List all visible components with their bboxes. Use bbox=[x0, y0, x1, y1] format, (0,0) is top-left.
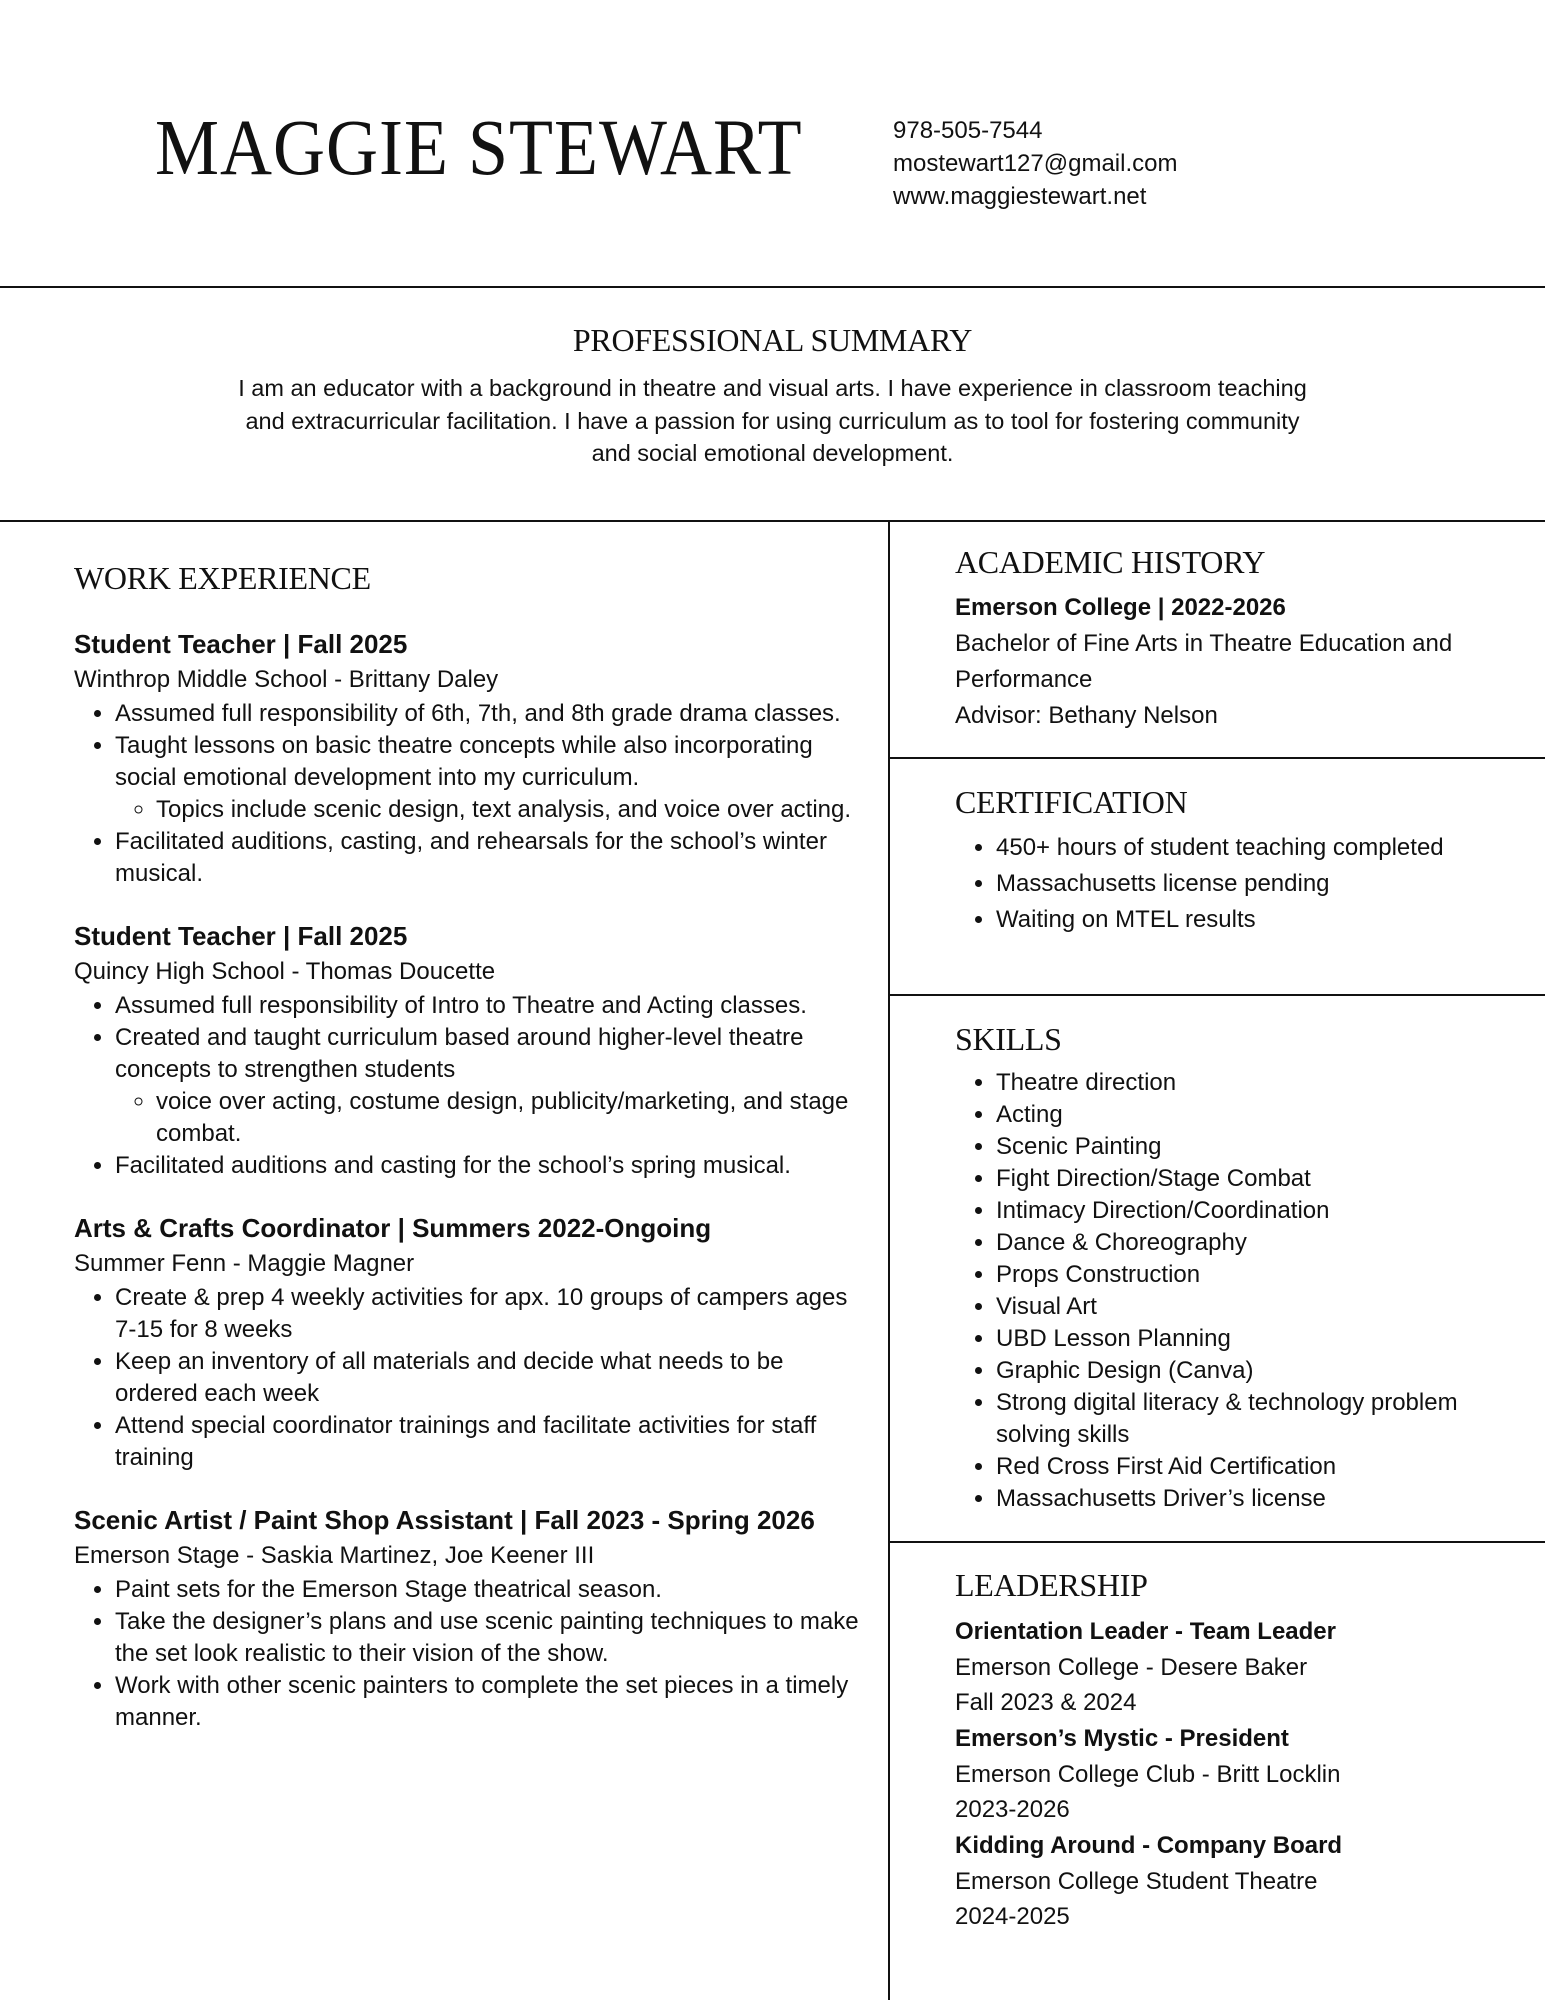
job-entry bbox=[74, 626, 864, 890]
advisor: Advisor: Bethany Nelson bbox=[955, 702, 1218, 730]
list-item: • Create & prep 4 weekly activities for apx. 10 groups of campers ages 7-15 for 8 weeks bbox=[115, 1282, 864, 1346]
contact-info bbox=[893, 114, 1177, 213]
job-entry bbox=[74, 1210, 864, 1474]
leadership-org: Emerson College Club - Britt Locklin bbox=[955, 1761, 1341, 1789]
summary-text: I am an educator with a background in theatre and visual arts. I have experience in classroom teaching and extracurricular facilitation. I have a passion for using curriculum as to tool for fostering community and social emotional development. bbox=[238, 375, 1307, 467]
job-bullets bbox=[74, 698, 864, 890]
list-item: • Theatre direction bbox=[996, 1067, 1525, 1099]
skills-heading: SKILLS bbox=[955, 1021, 1062, 1057]
work-experience bbox=[74, 561, 864, 1762]
list-item-text: Taught lessons on basic theatre concepts while also incorporating social emotional development into my curriculum. bbox=[115, 732, 813, 792]
job-bullets bbox=[74, 1282, 864, 1474]
job-title: Arts & Crafts Coordinator | Summers 2022-Ongoing bbox=[74, 1213, 712, 1244]
list-item: • Visual Art bbox=[996, 1291, 1525, 1323]
job-organization: Winthrop Middle School - Brittany Daley bbox=[74, 666, 499, 694]
list-item: • Acting bbox=[996, 1099, 1525, 1131]
list-item: • UBD Lesson Planning bbox=[996, 1323, 1525, 1355]
leadership-role: Orientation Leader - Team Leader bbox=[955, 1618, 1336, 1646]
certification-heading: CERTIFICATION bbox=[955, 784, 1188, 820]
list-item: • Work with other scenic painters to complete the set pieces in a timely manner. bbox=[115, 1670, 864, 1734]
job-entry bbox=[74, 1502, 864, 1734]
list-item: • Assumed full responsibility of 6th, 7th, and 8th grade drama classes. bbox=[115, 698, 864, 730]
list-item: • Assumed full responsibility of Intro to Theatre and Acting classes. bbox=[115, 990, 864, 1022]
list-item: • Paint sets for the Emerson Stage theatrical season. bbox=[115, 1574, 864, 1606]
sub-bullets bbox=[115, 1086, 864, 1150]
leadership-dates: 2024-2025 bbox=[955, 1903, 1070, 1931]
list-item: • Massachusetts license pending bbox=[996, 866, 1525, 902]
leadership-dates: 2023-2026 bbox=[955, 1796, 1070, 1824]
leadership-heading: LEADERSHIP bbox=[955, 1567, 1148, 1603]
list-item: • Facilitated auditions and casting for the school’s spring musical. bbox=[115, 1150, 864, 1182]
skills bbox=[955, 1022, 1525, 1515]
leadership-role: Kidding Around - Company Board bbox=[955, 1832, 1343, 1860]
academic-heading: ACADEMIC HISTORY bbox=[955, 544, 1266, 580]
leadership-org: Emerson College - Desere Baker bbox=[955, 1654, 1308, 1682]
list-item: • Keep an inventory of all materials and decide what needs to be ordered each week bbox=[115, 1346, 864, 1410]
job-entry bbox=[74, 918, 864, 1182]
job-title: Student Teacher | Fall 2025 bbox=[74, 629, 408, 660]
list-item: • Red Cross First Aid Certification bbox=[996, 1451, 1525, 1483]
work-heading: WORK EXPERIENCE bbox=[74, 560, 371, 596]
list-item: • Dance & Choreography bbox=[996, 1227, 1525, 1259]
list-item: • Waiting on MTEL results bbox=[996, 902, 1525, 938]
job-organization: Quincy High School - Thomas Doucette bbox=[74, 958, 496, 986]
job-title: Student Teacher | Fall 2025 bbox=[74, 921, 408, 952]
leadership-role: Emerson’s Mystic - President bbox=[955, 1725, 1289, 1753]
skills-divider bbox=[889, 1541, 1545, 1543]
list-item: • Fight Direction/Stage Combat bbox=[996, 1163, 1525, 1195]
certification-divider bbox=[889, 994, 1545, 996]
list-item bbox=[115, 730, 864, 826]
list-item: • 450+ hours of student teaching completed bbox=[996, 830, 1525, 866]
school-name: Emerson College | 2022-2026 bbox=[955, 594, 1286, 622]
job-organization: Summer Fenn - Maggie Magner bbox=[74, 1250, 415, 1278]
list-item bbox=[115, 1022, 864, 1150]
job-bullets bbox=[74, 1574, 864, 1734]
phone-number: 978-505-7544 bbox=[893, 117, 1043, 144]
summary-divider bbox=[0, 520, 1545, 522]
list-item: • Scenic Painting bbox=[996, 1131, 1525, 1163]
website-url: www.maggiestewart.net bbox=[893, 183, 1147, 210]
list-item: • Props Construction bbox=[996, 1259, 1525, 1291]
resume-name: MAGGIE STEWART bbox=[155, 103, 803, 192]
certification bbox=[955, 785, 1525, 938]
column-divider bbox=[888, 521, 890, 2000]
list-item-text: Created and taught curriculum based around higher-level theatre concepts to strengthen students bbox=[115, 1024, 804, 1084]
list-item: • Facilitated auditions, casting, and rehearsals for the school’s winter musical. bbox=[115, 826, 864, 890]
job-bullets bbox=[74, 990, 864, 1182]
certification-list bbox=[955, 830, 1525, 938]
list-item: • Intimacy Direction/Coordination bbox=[996, 1195, 1525, 1227]
list-item: • Strong digital literacy & technology problem solving skills bbox=[996, 1387, 1525, 1451]
job-title: Scenic Artist / Paint Shop Assistant | Fall 2023 - Spring 2026 bbox=[74, 1505, 815, 1536]
list-item: • Attend special coordinator trainings and facilitate activities for staff training bbox=[115, 1410, 864, 1474]
leadership-org: Emerson College Student Theatre bbox=[955, 1868, 1318, 1896]
list-item: • Take the designer’s plans and use scenic painting techniques to make the set look realistic to their vision of the show. bbox=[115, 1606, 864, 1670]
academic-history bbox=[955, 545, 1525, 734]
email-address: mostewart127@gmail.com bbox=[893, 150, 1178, 177]
professional-summary bbox=[0, 323, 1545, 470]
header-divider bbox=[0, 286, 1545, 288]
degree: Bachelor of Fine Arts in Theatre Education and Performance bbox=[955, 630, 1453, 694]
academic-divider bbox=[889, 757, 1545, 759]
skills-list bbox=[955, 1067, 1525, 1515]
list-item: • Graphic Design (Canva) bbox=[996, 1355, 1525, 1387]
sub-bullets bbox=[115, 794, 864, 826]
list-item: • Massachusetts Driver’s license bbox=[996, 1483, 1525, 1515]
list-item: ◦ Topics include scenic design, text analysis, and voice over acting. bbox=[156, 794, 864, 826]
job-organization: Emerson Stage - Saskia Martinez, Joe Keener III bbox=[74, 1542, 595, 1570]
summary-heading: PROFESSIONAL SUMMARY bbox=[572, 322, 973, 358]
list-item: ◦ voice over acting, costume design, publicity/marketing, and stage combat. bbox=[156, 1086, 864, 1150]
leadership bbox=[955, 1568, 1525, 1934]
leadership-dates: Fall 2023 & 2024 bbox=[955, 1689, 1137, 1717]
